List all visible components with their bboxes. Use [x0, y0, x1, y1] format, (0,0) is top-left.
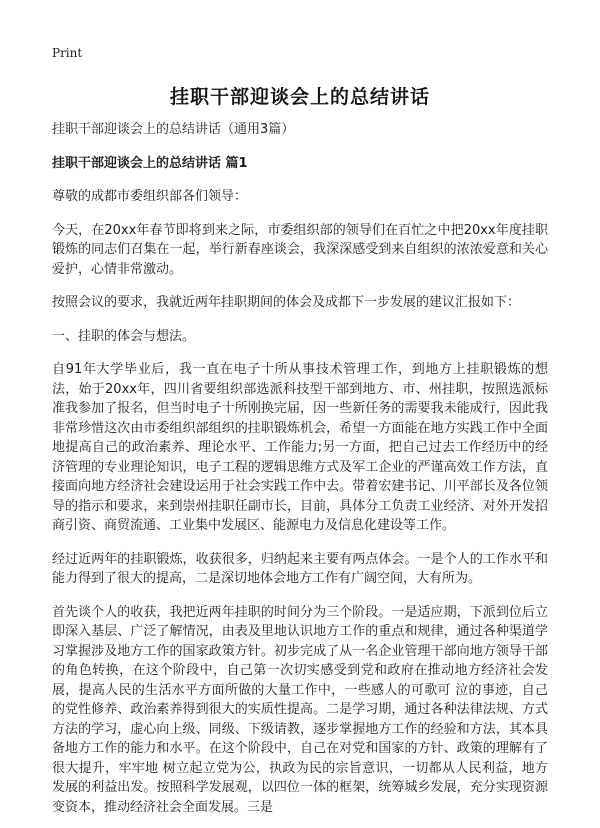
document-title: 挂职干部迎谈会上的总结讲话 [169, 86, 430, 108]
body-paragraph: 经过近两年的挂职锻炼，收获很多，归纳起来主要有两点体会。一是个人的工作水平和能力得到了很大的提高，二是深切地体会地方工作有广阔空间，大有所为。 [52, 551, 548, 586]
print-label: Print [52, 46, 83, 60]
subheading-paragraph: 一、挂职的体会与想法。 [52, 328, 196, 344]
document-body [52, 120, 548, 817]
salutation-paragraph: 尊敬的成都市委组织部各们领导： [52, 189, 248, 204]
body-paragraph: 今天，在20xx年春节即将到来之际，市委组织部的领导们在百忙之中把20xx年度挂职锻炼的同志们召集在一起，举行新春座谈会，我深深感受到来自组织的浓浓爱意和关心爱护，心情非常激动。 [52, 222, 548, 277]
body-paragraph: 首先谈个人的收获，我把近两年挂职的时间分为三个阶段。一是适应期，下派到位后立即深入基层、广泛了解情况，由表及里地认识地方工作的重点和规律，通过各种渠道学习掌握涉及地方工作的国家政策方针。初步完成了从一名企业管理干部向地方领导干部的角色转换，在这个阶段中，自己第一次切实感受到党和政府在推动地方经济社会发展，提高人民的生活水平方面所做的大量工作中，一些感人的可歌可 泣的事迹，自己的党性修养、政治素养得到很大的实质性提高。二是学习期，通过各种法律法规、方式方法的学习，虚心向上级、同级、下级请教，逐步掌握地方工作的经验和方法，其本具备地方工作的能力和水平。在这个阶段中，自己在对党和国家的方针、政策的理解有了很大提升，牢牢地 树立起立党为公，执政为民的宗旨意识，一切都从人民利益，地方发展的利益出发。按照科学发展观，以四位一体的框架，统筹城乡发展，充分实现资源变资本，推动经济社会全面发展。三是 [52, 604, 548, 815]
body-paragraph: 按照会议的要求，我就近两年挂职期间的体会及成都下一步发展的建议汇报如下： [52, 295, 521, 310]
section-heading: 挂职干部迎谈会上的总结讲话 篇1 [52, 155, 248, 171]
body-paragraph: 自91年大学毕业后，我一直在电子十所从事技术管理工作，到地方上挂职锻炼的想法，始于20xx年，四川省要组织部选派科技型干部到地方、市、州挂职，按照选派标准我参加了报名，但当时电子十所刚换完届，因一些新任务的需要我未能成行，因此我非常珍惜这次由市委组织部组织的挂职锻炼机会，希望一方面能在地方实践工作中全面地提高自己的政治素养、理论水平、工作能力;另一方面，把自己过去工作经历中的经济管理的专业理论知识，电子工程的逻辑思维方式及军工企业的严谨高效工作方法，直接面向地方经济社会建设运用于社会实践工作中去。带着宏建书记、川平部长及各位领导的指示和要求，来到崇州挂职任副市长，目前，具体分工负责工业经济、对外开发招商引资、商贸流通、工业集中发展区、能源电力及信息化建设等工作。 [52, 362, 548, 533]
document-subtitle: 挂职干部迎谈会上的总结讲话（通用3篇） [52, 122, 295, 137]
